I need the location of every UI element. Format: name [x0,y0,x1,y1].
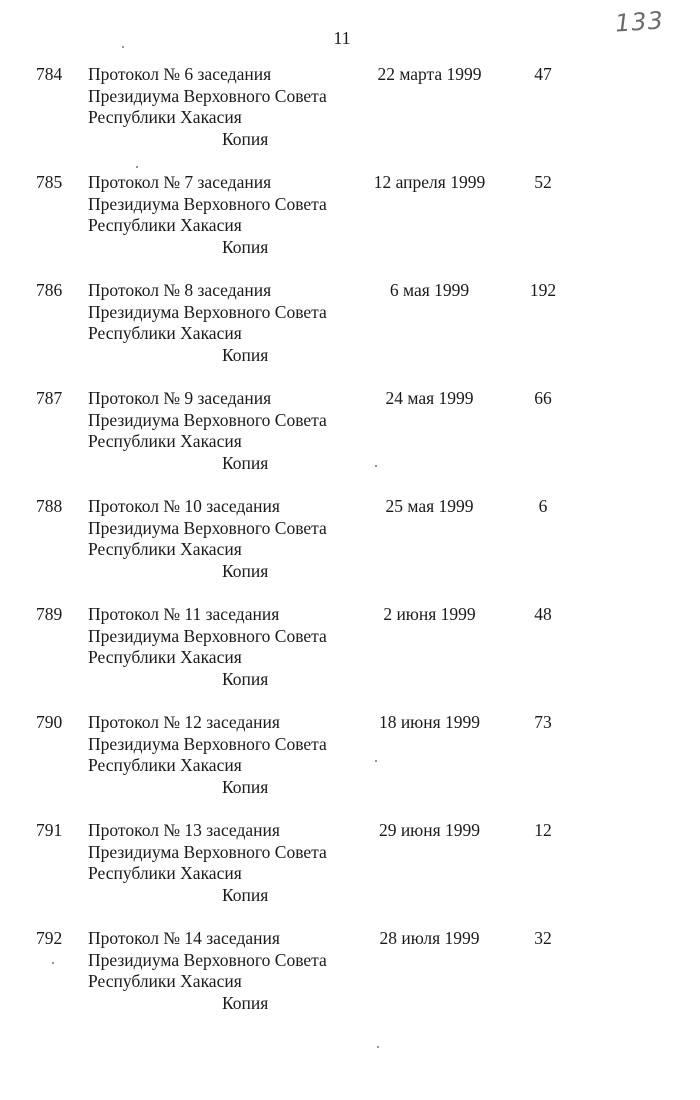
entry-title-line: Республики Хакасия [88,755,242,775]
entry-number: 784 [36,64,63,84]
entry-copy-note: Копия [222,344,269,365]
entry-title-line: Протокол № 10 заседания [88,496,280,516]
page-number: 11 [333,28,351,48]
entry-title [88,604,358,690]
entry-copy-note: Копия [222,236,269,257]
entry-title-line: Президиума Верховного Совета [88,625,327,646]
entry-title-line: Протокол № 12 заседания [88,712,280,732]
entry-title-line: Республики Хакасия [88,431,242,451]
speck-2 [136,166,138,168]
entry-title-line: Протокол № 13 заседания [88,820,280,840]
entry-sheets: 73 [534,712,552,732]
entry-sheets: 47 [534,64,552,84]
entry-title-line: Протокол № 6 заседания [88,64,272,84]
entry-sheets: 192 [529,280,557,300]
speck-6 [377,1046,379,1048]
entry-copy-note: Копия [222,992,269,1013]
entry-title [88,820,358,906]
sheet-number-handwritten: 133 [614,6,665,38]
list-item [0,64,700,154]
entry-title-line: Президиума Верховного Совета [88,409,327,430]
entry-date: 22 марта 1999 [377,64,482,84]
list-item [0,388,700,478]
entry-title-line: Президиума Верховного Совета [88,517,327,538]
entry-sheets: 52 [534,172,552,192]
entry-date: 29 июня 1999 [378,820,481,840]
entry-title-line: Республики Хакасия [88,647,242,667]
entry-sheets: 32 [534,928,552,948]
entry-title-line: Республики Хакасия [88,971,242,991]
entry-sheets: 6 [538,496,548,516]
list-item [0,172,700,262]
entry-title [88,928,358,1014]
entry-title-line: Республики Хакасия [88,215,242,235]
entry-title-line: Протокол № 9 заседания [88,388,272,408]
entry-title-line: Президиума Верховного Совета [88,85,327,106]
entry-date: 24 мая 1999 [385,388,474,408]
entry-copy-note: Копия [222,776,269,797]
entry-date: 2 июня 1999 [383,604,476,624]
entry-title [88,388,358,474]
list-item [0,820,700,910]
list-item [0,280,700,370]
list-item [0,496,700,586]
entry-title-line: Протокол № 11 заседания [88,604,280,624]
entry-date: 28 июля 1999 [379,928,480,948]
entry-title-line: Протокол № 7 заседания [88,172,272,192]
entry-title-line: Президиума Верховного Совета [88,301,327,322]
speck-1 [122,46,124,48]
entry-title [88,172,358,258]
entry-number: 791 [36,820,63,840]
entry-title [88,280,358,366]
entry-title-line: Протокол № 14 заседания [88,928,280,948]
entry-number: 792 [36,928,63,948]
entry-number: 788 [36,496,63,516]
entry-title [88,496,358,582]
entry-date: 12 апреля 1999 [373,172,486,192]
entry-date: 18 июня 1999 [378,712,481,732]
entry-date: 6 мая 1999 [389,280,470,300]
entry-title [88,64,358,150]
entry-title-line: Протокол № 8 заседания [88,280,272,300]
entry-title-line: Президиума Верховного Совета [88,193,327,214]
entry-title-line: Республики Хакасия [88,863,242,883]
entry-copy-note: Копия [222,884,269,905]
entry-number: 785 [36,172,63,192]
list-item [0,928,700,1018]
entry-number: 790 [36,712,63,732]
entry-copy-note: Копия [222,668,269,689]
entry-number: 786 [36,280,63,300]
entry-copy-note: Копия [222,128,269,149]
entry-sheets: 66 [534,388,552,408]
entry-title-line: Республики Хакасия [88,539,242,559]
entry-title-line: Республики Хакасия [88,107,242,127]
entry-title [88,712,358,798]
entry-number: 787 [36,388,63,408]
entry-sheets: 12 [534,820,552,840]
entry-copy-note: Копия [222,452,269,473]
list-item [0,604,700,694]
entry-title-line: Республики Хакасия [88,323,242,343]
entry-number: 789 [36,604,63,624]
entry-title-line: Президиума Верховного Совета [88,949,327,970]
entry-title-line: Президиума Верховного Совета [88,841,327,862]
list-item [0,712,700,802]
entry-sheets: 48 [534,604,552,624]
entry-copy-note: Копия [222,560,269,581]
entry-date: 25 мая 1999 [385,496,474,516]
entry-title-line: Президиума Верховного Совета [88,733,327,754]
